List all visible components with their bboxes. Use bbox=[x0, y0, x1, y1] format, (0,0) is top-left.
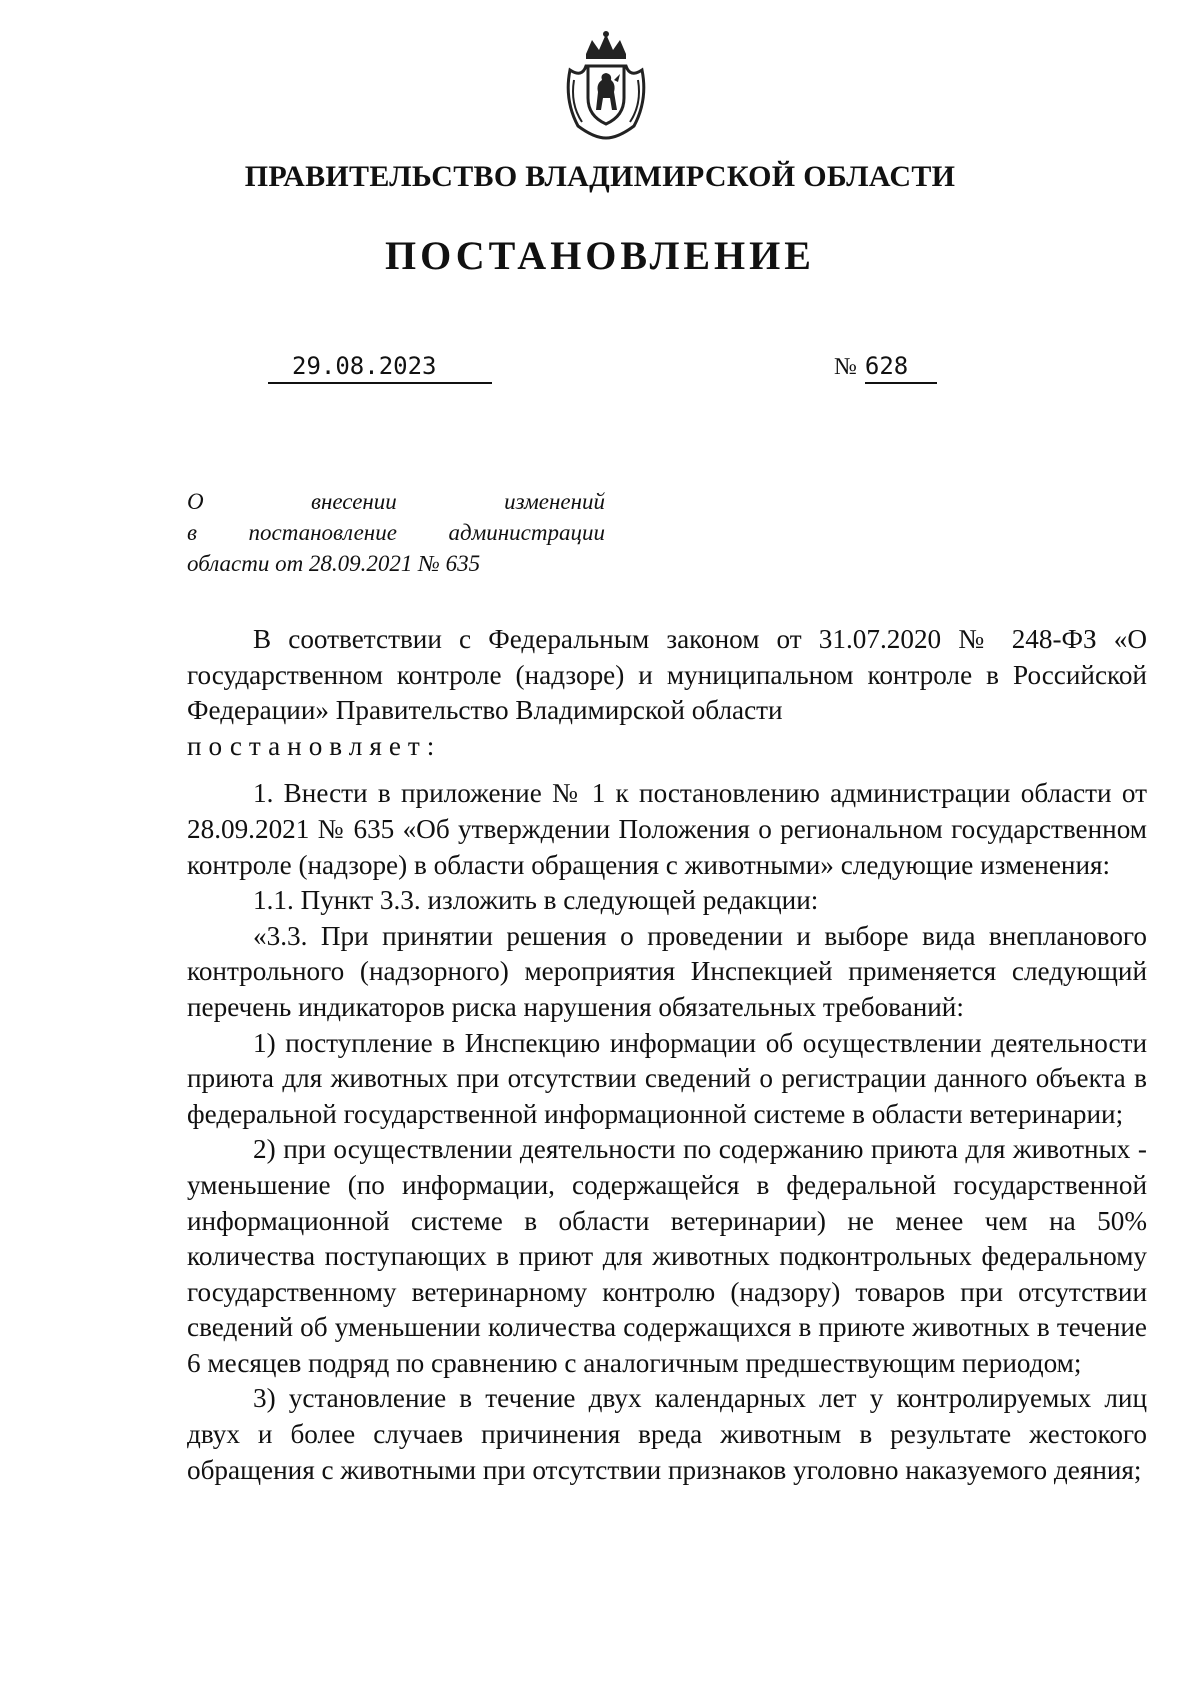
document-date: 29.08.2023 bbox=[268, 352, 492, 384]
document-subject bbox=[187, 486, 605, 579]
resolves-paragraph bbox=[187, 729, 1147, 765]
item-1-1-paragraph: 1.1. Пункт 3.3. изложить в следующей редакции: bbox=[253, 885, 819, 916]
coat-of-arms-icon bbox=[556, 30, 656, 142]
document-number-field bbox=[834, 352, 937, 384]
preamble-text: В соответствии с Федеральным законом от 31.07.2020 № 248-ФЗ «О государственном контроле (надзоре) и муниципальном контроле в Российской Федерации» Правительство Владимирской области bbox=[187, 624, 1147, 726]
organization-title: ПРАВИТЕЛЬСТВО ВЛАДИМИРСКОЙ ОБЛАСТИ bbox=[244, 160, 956, 193]
document-type-title: ПОСТАНОВЛЕНИЕ bbox=[385, 233, 815, 278]
resolves-word: постановляет: bbox=[187, 730, 442, 761]
indicator-3-paragraph: 3) установление в течение двух календарных лет у контролируемых лиц двух и более случаев причинения вреда животным в результате жестокого обращения с животными при отсутствии признаков уголовно наказуемого деяния; bbox=[187, 1383, 1147, 1485]
indicator-2-paragraph: 2) при осуществлении деятельности по содержанию приюта для животных - уменьшение (по информации, содержащейся в федеральной государственной информационной системе в области ветеринарии) не менее чем на 50% количества поступающих в приют для животных подконтрольных федеральному государственному ветеринарному контролю (надзору) товаров при отсутствии сведений об уменьшении количества содержащихся в приюте животных в течение 6 месяцев подряд по сравнению с аналогичным предшествующим периодом; bbox=[187, 1134, 1147, 1378]
document-body bbox=[187, 622, 1147, 1488]
subject-line: области от 28.09.2021 № 635 bbox=[187, 551, 481, 576]
subject-line: в постановление администрации bbox=[187, 520, 605, 545]
item-3-3-paragraph: «3.3. При принятии решения о проведении и выборе вида внепланового контрольного (надзорного) мероприятия Инспекцией применяется следующий перечень индикаторов риска нарушения обязательных требований: bbox=[187, 920, 1147, 1022]
preamble-paragraph bbox=[187, 622, 1147, 729]
subject-line: О внесении изменений bbox=[187, 489, 605, 514]
document-number: 628 bbox=[865, 352, 937, 384]
number-label: № bbox=[834, 354, 857, 380]
indicator-1-paragraph: 1) поступление в Инспекцию информации об осуществлении деятельности приюта для животных при отсутствии сведений о регистрации данного объекта в федеральной государственной информационной системе в области ветеринарии; bbox=[187, 1027, 1147, 1129]
item-1-paragraph: 1. Внести в приложение № 1 к постановлению администрации области от 28.09.2021 № 635 «Об утверждении Положения о региональном государственном контроле (надзоре) в области обращения с животными» следующие изменения: bbox=[187, 778, 1147, 880]
